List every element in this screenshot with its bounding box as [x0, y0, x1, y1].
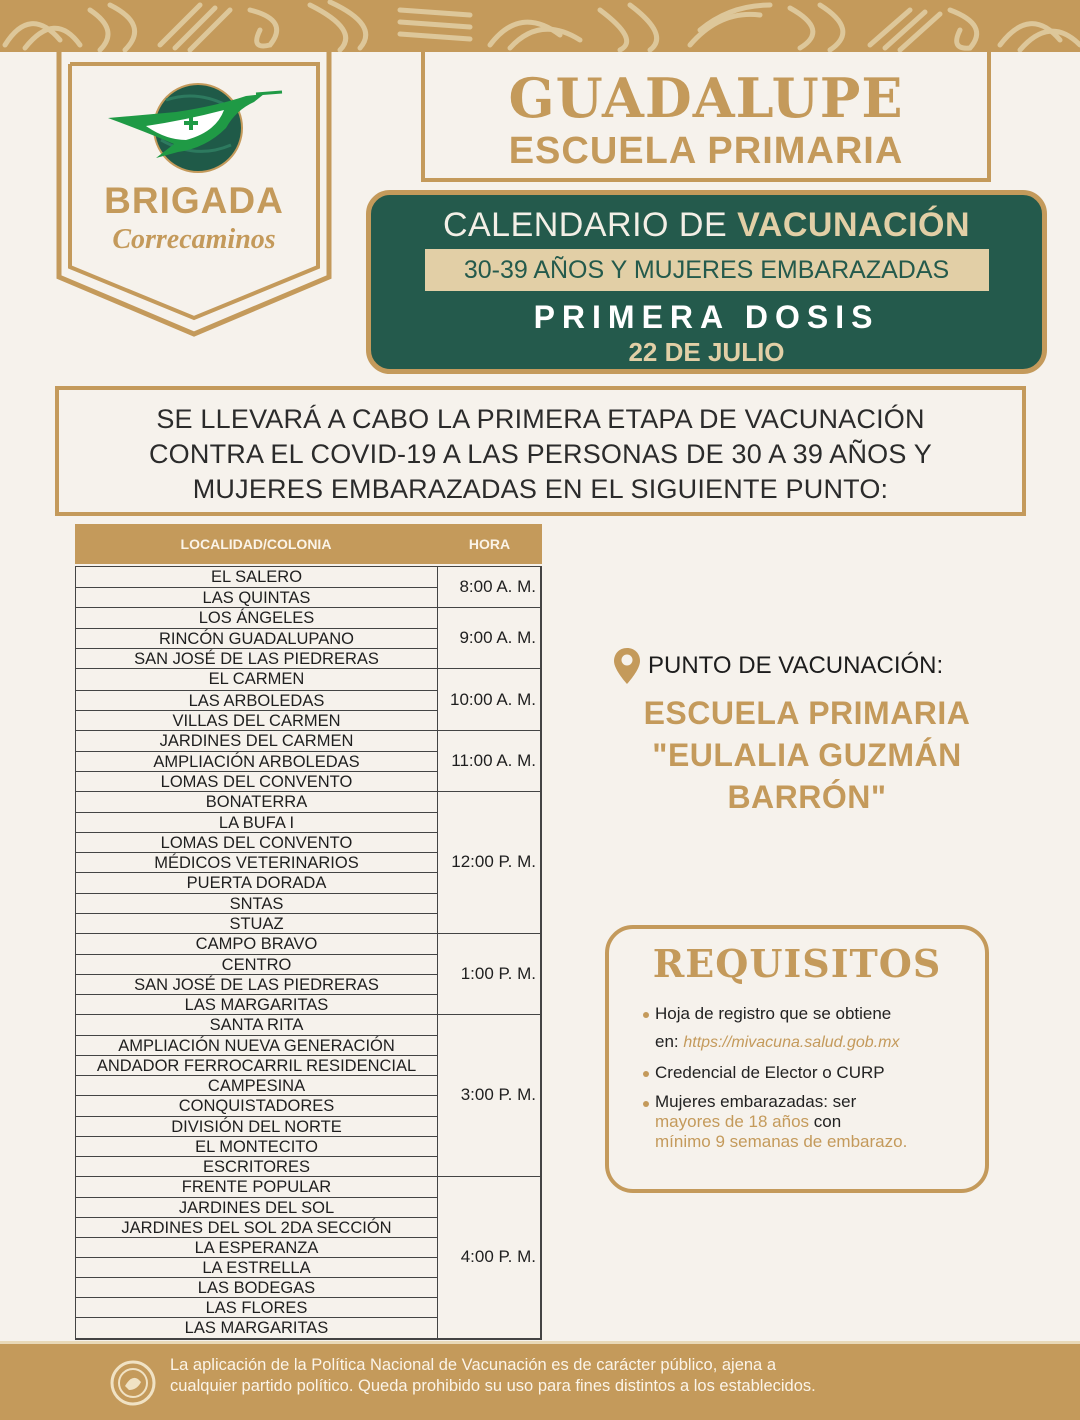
- table-row: CENTRO: [76, 954, 437, 974]
- schedule-table: [75, 524, 542, 1340]
- ornament-pattern-icon: [0, 0, 1080, 52]
- footer-text: [170, 1355, 816, 1397]
- table-row: LA BUFA I: [76, 812, 437, 832]
- place-list: [76, 731, 438, 791]
- table-row: JARDINES DEL CARMEN: [159, 731, 354, 750]
- vaccination-calendar-card: [366, 190, 1047, 374]
- requirement-text: Mujeres embarazadas: ser: [655, 1092, 857, 1111]
- table-row: JARDINES DEL SOL 2DA SECCIÓN: [76, 1217, 437, 1237]
- footer-disclaimer: [0, 1341, 1080, 1420]
- brigada-badge: [56, 52, 332, 337]
- schedule-group: [76, 1176, 540, 1338]
- place-list: [76, 934, 438, 1014]
- requirement-highlight: mínimo 9 semanas de embarazo.: [655, 1132, 908, 1151]
- schedule-group: [76, 1014, 540, 1176]
- table-row: CONQUISTADORES: [76, 1095, 437, 1115]
- table-row: RINCÓN GUADALUPANO: [76, 628, 437, 648]
- vaccination-point-label: PUNTO DE VACUNACIÓN:: [648, 652, 944, 679]
- url-prefix: en:: [655, 1032, 684, 1051]
- schedule-group: [76, 791, 540, 933]
- time-cell: 8:00 A. M.: [459, 577, 536, 597]
- schedule-group: [76, 668, 540, 729]
- place-list: [76, 792, 438, 933]
- time-cell: 4:00 P. M.: [460, 1247, 536, 1267]
- school-subtitle: ESCUELA PRIMARIA: [508, 130, 904, 172]
- schedule-group: [76, 607, 540, 668]
- table-row: LOMAS DEL CONVENTO: [76, 771, 437, 791]
- table-row: EL CARMEN: [208, 670, 305, 689]
- table-row: SAN JOSÉ DE LAS PIEDRERAS: [76, 974, 437, 994]
- requirement-text: Hoja de registro que se obtiene: [655, 1004, 892, 1023]
- table-row: LAS FLORES: [76, 1297, 437, 1317]
- table-row: LAS QUINTAS: [76, 587, 437, 607]
- footer-line: cualquier partido político. Queda prohibido su uso para fines distintos a los establecidos.: [170, 1377, 816, 1395]
- registration-link[interactable]: https://mivacuna.salud.gob.mx: [683, 1034, 900, 1051]
- table-row: STUAZ: [76, 913, 437, 933]
- place-list: [76, 1177, 438, 1338]
- requirement-highlight: mayores de 18 años: [655, 1112, 810, 1131]
- top-decorative-banner: [0, 0, 1080, 52]
- table-row: LAS ARBOLEDAS: [76, 690, 437, 710]
- time-cell: 1:00 P. M.: [460, 963, 536, 983]
- table-row: LAS MARGARITAS: [76, 994, 437, 1014]
- place-list: [76, 608, 438, 668]
- table-row: LA ESTRELLA: [76, 1257, 437, 1277]
- table-row: LA ESPERANZA: [76, 1237, 437, 1257]
- table-row: SNTAS: [76, 893, 437, 913]
- time-cell: 11:00 A. M.: [451, 750, 536, 770]
- table-row: SANTA RITA: [209, 1016, 304, 1035]
- table-row: PUERTA DORADA: [76, 872, 437, 892]
- table-row: CAMPO BRAVO: [195, 934, 318, 953]
- bullet-icon: [643, 1012, 649, 1018]
- requirement-text: con: [809, 1112, 842, 1131]
- place-list: [76, 669, 438, 729]
- point-name-line: BARRÓN": [727, 779, 887, 815]
- location-title-box: [421, 52, 991, 182]
- calendar-title-prefix: CALENDARIO DE: [442, 206, 738, 244]
- place-list: [76, 567, 438, 607]
- table-row: ANDADOR FERROCARRIL RESIDENCIAL: [76, 1055, 437, 1075]
- intro-line: MUJERES EMBARAZADAS EN EL SIGUIENTE PUNTO:: [192, 474, 889, 504]
- requirement-item: [643, 1092, 985, 1152]
- column-header-time: HORA: [468, 536, 511, 552]
- roadrunner-logo-icon: [106, 70, 286, 180]
- place-list: [76, 1015, 438, 1176]
- time-cell: 10:00 A. M.: [450, 689, 536, 709]
- schedule-group: [76, 730, 540, 791]
- requirements-list: [609, 1003, 985, 1152]
- column-header-place: LOCALIDAD/COLONIA: [180, 536, 332, 552]
- table-row: MÉDICOS VETERINARIOS: [76, 852, 437, 872]
- table-row: AMPLIACIÓN NUEVA GENERACIÓN: [76, 1035, 437, 1055]
- intro-notice: [55, 386, 1026, 516]
- intro-line: CONTRA EL COVID-19 A LAS PERSONAS DE 30 A 39 AÑOS Y: [148, 439, 933, 469]
- time-cell: 12:00 P. M.: [451, 852, 536, 872]
- table-row: LOMAS DEL CONVENTO: [76, 832, 437, 852]
- bullet-icon: [643, 1071, 649, 1077]
- table-row: AMPLIACIÓN ARBOLEDAS: [76, 751, 437, 771]
- brigada-title: BRIGADA: [104, 180, 284, 221]
- requirements-box: [605, 925, 989, 1193]
- point-name-line: ESCUELA PRIMARIA: [643, 695, 971, 731]
- requirement-text: Credencial de Elector o CURP: [655, 1063, 885, 1082]
- table-row: LAS MARGARITAS: [76, 1317, 437, 1337]
- municipality-title: GUADALUPE: [508, 66, 904, 130]
- schedule-group: [76, 933, 540, 1014]
- audience-banner: 30-39 AÑOS Y MUJERES EMBARAZADAS: [425, 249, 989, 291]
- map-pin-icon: [612, 646, 642, 686]
- table-row: LOS ÁNGELES: [198, 609, 315, 628]
- vaccination-date: 22 DE JULIO: [628, 337, 785, 367]
- requirement-item: [643, 1003, 985, 1054]
- point-name-line: "EULALIA GUZMÁN: [652, 737, 962, 773]
- calendar-title-bold: VACUNACIÓN: [737, 206, 971, 244]
- national-seal-icon: [110, 1360, 156, 1406]
- dose-label: PRIMERA DOSIS: [533, 299, 880, 335]
- intro-line: SE LLEVARÁ A CABO LA PRIMERA ETAPA DE VACUNACIÓN: [156, 404, 925, 434]
- table-header: [75, 524, 542, 564]
- table-row: EL MONTECITO: [76, 1136, 437, 1156]
- table-row: LAS BODEGAS: [76, 1277, 437, 1297]
- time-cell: 3:00 P. M.: [460, 1085, 536, 1105]
- table-body: [75, 566, 542, 1340]
- table-row: VILLAS DEL CARMEN: [76, 710, 437, 730]
- correcaminos-subtitle: Correcaminos: [112, 224, 276, 255]
- calendar-title: [371, 203, 1042, 247]
- table-row: DIVISIÓN DEL NORTE: [76, 1116, 437, 1136]
- requirements-title: REQUISITOS: [652, 941, 942, 986]
- table-row: SAN JOSÉ DE LAS PIEDRERAS: [76, 648, 437, 668]
- requirement-item: [643, 1062, 985, 1084]
- table-row: CAMPESINA: [76, 1075, 437, 1095]
- time-cell: 9:00 A. M.: [459, 628, 536, 648]
- footer-line: La aplicación de la Política Nacional de Vacunación es de carácter público, ajena a: [170, 1356, 776, 1374]
- vaccination-point-label-row: [612, 646, 1002, 686]
- requirement-url-line: [655, 1031, 985, 1054]
- vaccination-point: [612, 646, 1002, 818]
- vaccination-point-name: [612, 692, 1002, 818]
- table-row: ESCRITORES: [76, 1156, 437, 1176]
- table-row: EL SALERO: [210, 568, 303, 586]
- table-row: BONATERRA: [205, 793, 308, 812]
- table-row: JARDINES DEL SOL: [76, 1197, 437, 1217]
- table-row: FRENTE POPULAR: [181, 1177, 332, 1196]
- schedule-group: [76, 567, 540, 607]
- bullet-icon: [643, 1101, 649, 1107]
